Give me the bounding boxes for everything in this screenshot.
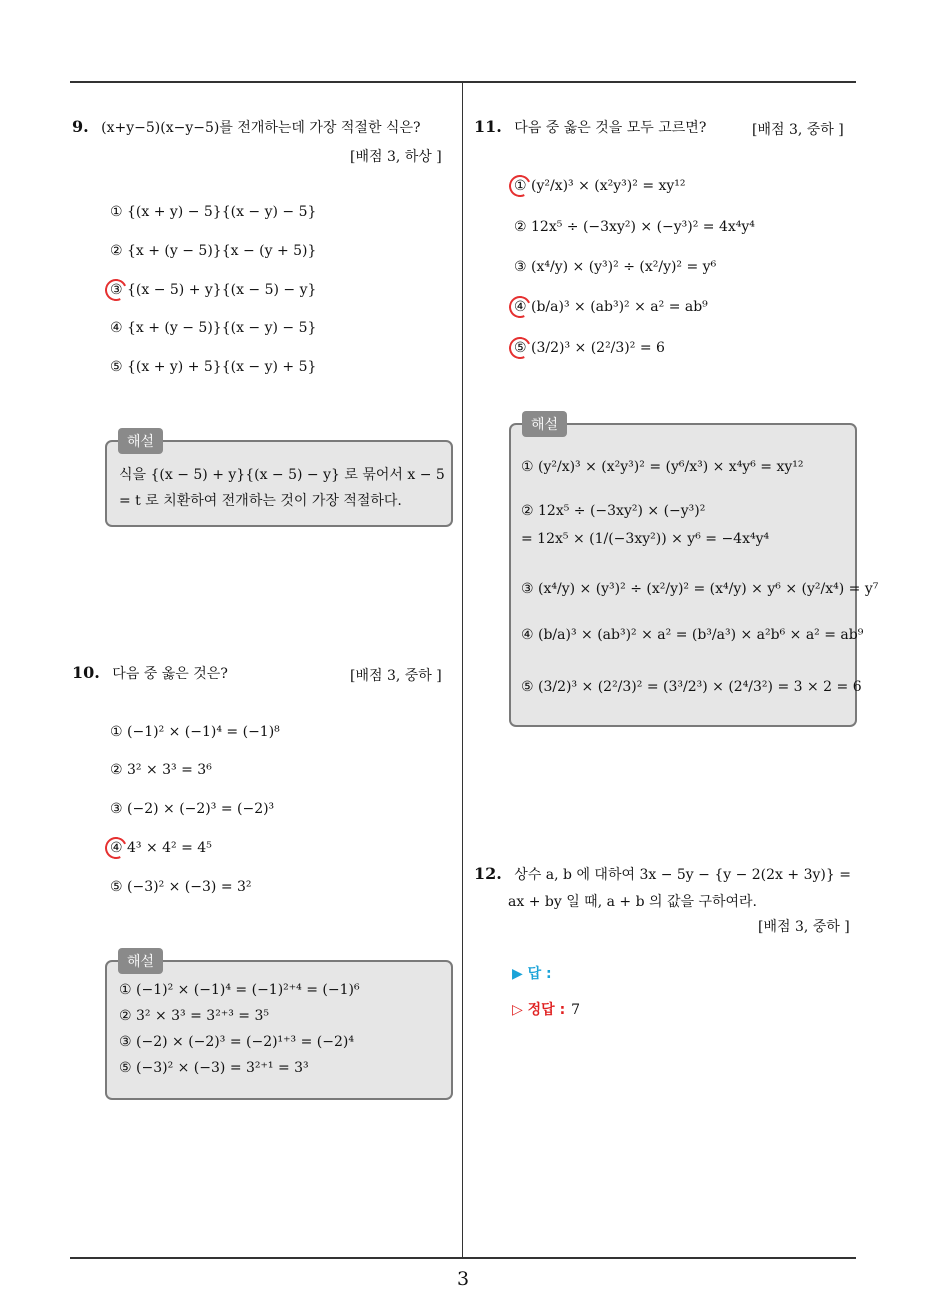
question-11-header [474,117,706,137]
question-text: 다음 중 옳은 것을 모두 고르면? [514,120,707,136]
bottom-rule [70,1257,856,1259]
q10-option-2[interactable]: ② 3² × 3³ = 3⁶ [110,762,212,778]
q11-explanation-box [509,423,879,727]
question-9-meta: [배점 3, 하상 ] [350,149,442,165]
q10-explanation-box [105,960,453,1100]
question-9-header [72,117,420,137]
explanation-line: ② 12x⁵ ÷ (−3xy²) × (−y³)² [521,503,706,519]
question-12-header [474,864,851,884]
question-number: 10. [72,663,100,682]
question-number: 12. [474,864,502,883]
q11-option-2[interactable]: ② 12x⁵ ÷ (−3xy²) × (−y³)² = 4x⁴y⁴ [514,219,755,235]
q11-option-3[interactable]: ③ (x⁴/y) × (y³)² ÷ (x²/y)² = y⁶ [514,259,717,275]
question-12-line2: ax + by 일 때, a + b 의 값을 구하여라. [508,894,758,910]
explanation-line: 식을 {(x − 5) + y}{(x − 5) − y} 로 묶어서 x − 5 [119,467,445,483]
explanation-line: ④ (b/a)³ × (ab³)² × a² = (b³/a³) × a²b⁶ × a² = ab⁹ [521,627,864,643]
question-12-meta: [배점 3, 중하 ] [758,919,850,935]
question-text: 다음 중 옳은 것은? [112,666,228,682]
question-number: 11. [474,117,502,136]
explanation-line: = t 로 치환하여 전개하는 것이 가장 적절하다. [119,493,402,509]
question-11-meta: [배점 3, 중하 ] [752,122,844,138]
explanation-line: ① (y²/x)³ × (x²y³)² = (y⁶/x³) × x⁴y⁶ = xy¹² [521,459,804,475]
explanation-line: ⑤ (3/2)³ × (2²/3)² = (3³/2³) × (2⁴/3²) = 3 × 2 = 6 [521,679,862,695]
q9-option-3[interactable]: ③ {(x − 5) + y}{(x − 5) − y} [110,282,317,298]
correct-answer [512,999,580,1019]
q9-option-4[interactable]: ④ {x + (y − 5)}{(x − y) − 5} [110,320,317,336]
answer-mark-circle [102,276,130,304]
q9-option-5[interactable]: ⑤ {(x + y) + 5}{(x − y) + 5} [110,359,317,375]
explanation-line: ③ (−2) × (−2)³ = (−2)¹⁺³ = (−2)⁴ [119,1034,354,1050]
explanation-line: ② 3² × 3³ = 3²⁺³ = 3⁵ [119,1008,269,1024]
answer-input-label[interactable]: ▶ 답 : [512,966,552,982]
q9-option-1[interactable]: ① {(x + y) − 5}{(x − y) − 5} [110,204,317,220]
q9-option-2[interactable]: ② {x + (y − 5)}{x − (y + 5)} [110,243,317,259]
question-text: (x+y−5)(x−y−5)를 전개하는데 가장 적절한 식은? [101,120,421,136]
explanation-line: ⑤ (−3)² × (−3) = 3²⁺¹ = 3³ [119,1060,309,1076]
page-number: 3 [456,1268,470,1290]
top-rule [70,81,856,83]
column-divider [462,83,463,1257]
question-10-header [72,663,228,683]
q11-option-5[interactable]: ⑤ (3/2)³ × (2²/3)² = 6 [514,340,665,356]
explanation-line: = 12x⁵ × (1/(−3xy²)) × y⁶ = −4x⁴y⁴ [521,531,770,547]
explanation-line: ③ (x⁴/y) × (y³)² ÷ (x²/y)² = (x⁴/y) × y⁶ × (y²/x⁴) = y⁷ [521,581,879,597]
question-text: 상수 a, b 에 대하여 3x − 5y − {y − 2(2x + 3y)} = [514,867,851,883]
q10-option-4[interactable]: ④ 4³ × 4² = 4⁵ [110,840,212,856]
explanation-tag: 해설 [522,411,567,437]
explanation-tag: 해설 [118,428,163,454]
question-number: 9. [72,117,89,136]
q11-option-1[interactable]: ① (y²/x)³ × (x²y³)² = xy¹² [514,178,686,194]
q10-option-1[interactable]: ① (−1)² × (−1)⁴ = (−1)⁸ [110,724,280,740]
q10-option-3[interactable]: ③ (−2) × (−2)³ = (−2)³ [110,801,275,817]
q10-option-5[interactable]: ⑤ (−3)² × (−3) = 3² [110,879,252,895]
question-10-meta: [배점 3, 중하 ] [350,668,442,684]
correct-answer-value: 7 [571,1002,581,1018]
answer-mark-circle [506,293,534,321]
correct-answer-label: ▷ 정답 : [512,1002,566,1018]
q11-option-4[interactable]: ④ (b/a)³ × (ab³)² × a² = ab⁹ [514,299,708,315]
answer-mark-circle [102,834,130,862]
answer-mark-circle [506,334,534,362]
explanation-line: ① (−1)² × (−1)⁴ = (−1)²⁺⁴ = (−1)⁶ [119,982,360,998]
answer-mark-circle [506,172,534,200]
explanation-tag: 해설 [118,948,163,974]
